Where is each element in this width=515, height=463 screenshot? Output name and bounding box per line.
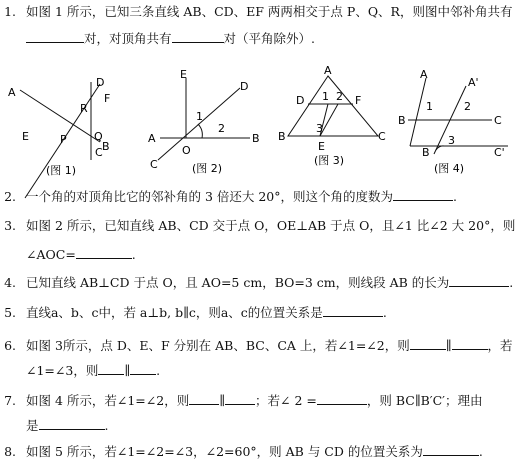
label-d: D [96,76,105,89]
parallel-symbol: ∥ [124,363,131,378]
angle-1-label: 1 [196,110,203,123]
question-number: 2. [4,189,16,204]
angle-1-label: 1 [322,90,329,103]
angle-2-label: 2 [218,122,225,135]
label-a: A [8,86,16,99]
label-a-prime: A' [468,76,479,89]
answer-blank[interactable] [189,392,219,405]
label-a: A [324,64,332,77]
label-q: Q [94,130,103,143]
answer-blank[interactable] [172,30,224,43]
question-3-line-1 [0,218,515,234]
question-text: 直线a、b、c中，若 a⊥b, b∥c，则a、c的位置关系是 [25,305,323,320]
label-e: E [180,68,187,81]
angle-2-label: 2 [464,100,471,113]
question-text: 如图 4 所示，若∠1=∠2，则 [25,393,190,408]
figure-1 [0,70,120,180]
question-text: 如图 3所示，点 D、E、F 分别在 AB、BC、CA 上，若∠1=∠2，则 [25,338,410,353]
question-7-line-1: 7. 如图 4 所示，若∠1=∠2，则 ∥ ；若∠ 2 = ，则 BC∥B′C′；理由 [0,392,483,409]
label-e: E [318,140,325,153]
label-c-prime: C' [494,146,505,159]
parallel-symbol: ∥ [219,393,225,408]
question-1-line-1 [0,4,512,20]
answer-blank[interactable] [452,337,488,350]
question-text: 一个角的对顶角比它的邻补角的 3 倍还大 20°，则这个角的度数为 [25,189,394,204]
question-4: 4. 已知直线 AB⊥CD 于点 O，且 AO=5 cm，BO=3 cm，则线段 AB 的长为 . [0,274,513,291]
label-o: O [182,144,191,157]
label-e: E [22,130,29,143]
answer-blank[interactable] [26,30,84,43]
figure-2 [140,68,270,178]
question-number: 1. [4,4,16,19]
question-number: 7. [4,393,16,408]
question-6-line-2: ∠1=∠3，则 ∥ . [26,363,161,378]
label-b: B [278,130,286,143]
label-c: C [150,158,158,171]
label-f: F [104,92,111,105]
figure-4 [396,68,510,178]
figure-3-caption: (图 3) [314,154,345,167]
question-number: 6. [4,338,16,353]
answer-blank[interactable] [423,443,479,456]
question-3-line-2: ∠AOC= . [26,247,136,262]
question-number: 3. [4,218,16,233]
question-text: 如图 1 所示，已知三条直线 AB、CD、EF 两两相交于点 P、Q、R，则图中邻补角共有 [25,4,513,19]
label-a: A [148,132,156,145]
question-5: 5. 直线a、b、c中，若 a⊥b, b∥c，则a、c的位置关系是 . [0,304,387,321]
question-6-line-1: 6. 如图 3所示，点 D、E、F 分别在 AB、BC、CA 上，若∠1=∠2，则 ∥ ，若 [0,337,513,354]
question-text: ∠1=∠3，则 [26,363,99,378]
label-c: C [378,130,386,143]
line-cd [158,88,240,160]
label-b: B [102,140,110,153]
question-7-line-2: 是 . [26,418,109,433]
question-number: 8. [4,444,16,459]
answer-blank[interactable] [39,417,105,430]
angle-3-label: 3 [448,134,455,147]
question-text: 对（平角除外）. [223,31,315,46]
answer-blank[interactable] [317,392,367,405]
label-b: B [398,114,406,127]
question-text: 已知直线 AB⊥CD 于点 O，且 AO=5 cm，BO=3 cm，则线段 AB 的长为 [25,275,450,290]
label-p: P [60,133,67,146]
parallel-symbol: ∥ [445,338,452,353]
label-c: C [95,146,103,159]
question-text: 对，对顶角共有 [84,31,172,46]
question-text: ∠AOC= [26,247,76,262]
question-text: 是 [26,418,39,433]
figure-2-caption: (图 2) [192,162,223,175]
answer-blank[interactable] [393,188,453,201]
angle-1-label: 1 [426,100,433,113]
question-8: 8. 如图 5 所示，若∠1=∠2=∠3，∠2=60°，则 AB 与 CD 的位置关系为 . [0,443,483,460]
angle-3-label: 3 [316,122,323,135]
label-f: F [355,94,362,107]
question-text: 如图 2 所示，已知直线 AB、CD 交于点 O，OE⊥AB 于点 O，且∠1 比∠2 大 20°，则 [25,218,515,233]
figure-4-caption: (图 4) [434,162,465,175]
question-number: 5. [4,305,16,320]
label-b-prime: B [422,146,430,159]
question-number: 4. [4,275,16,290]
figure-1-caption: (图 1) [46,164,77,177]
answer-blank[interactable] [76,246,132,259]
label-d: D [296,94,305,107]
label-a: A [420,68,428,81]
line-ab [410,78,426,146]
angle-2-label: 2 [336,90,343,103]
label-c: C [494,114,502,127]
label-r: R [80,102,88,115]
figure-3 [278,66,388,166]
label-d: D [240,80,249,93]
angle-2-arc [198,124,202,138]
answer-blank[interactable] [130,362,156,375]
answer-blank[interactable] [225,392,255,405]
label-b: B [252,132,260,145]
answer-blank[interactable] [98,362,124,375]
answer-blank[interactable] [323,304,383,317]
question-1-line-2 [26,30,315,47]
question-2: 2. 一个角的对顶角比它的邻补角的 3 倍还大 20°，则这个角的度数为 . [0,188,457,205]
question-text: 如图 5 所示，若∠1=∠2=∠3，∠2=60°，则 AB 与 CD 的位置关系为 [25,444,423,459]
answer-blank[interactable] [449,274,509,287]
answer-blank[interactable] [410,337,446,350]
